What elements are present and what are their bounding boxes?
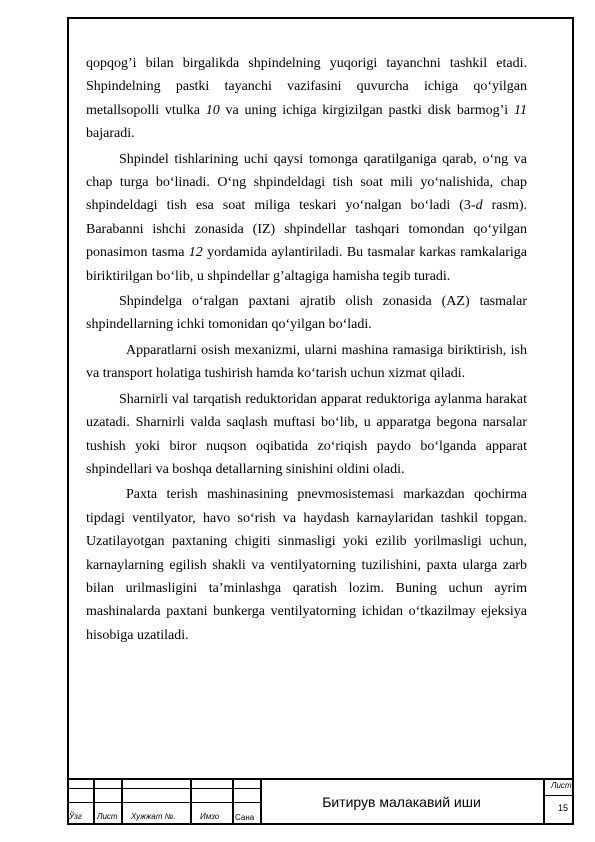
stamp-col-line-6: [543, 778, 545, 825]
title-block: [67, 778, 574, 825]
paragraph-3: Shpindelga o‘ralgan paxtani ajratib olish zonasida (AZ) tasmalar shpindellarning ichki tomonidan qo‘yilgan bo‘ladi.: [86, 294, 527, 333]
document-title: Битирув малакавий иши: [322, 793, 481, 810]
ref-d: d: [475, 198, 483, 214]
stamp-label-doc: Хужжат №.: [131, 812, 176, 821]
paragraph-2-text-b: rasm). Barabanni ishchi zonasida (IZ) shpindellar tashqari tomondan qo‘yilgan ponasimon tasma: [86, 198, 527, 261]
stamp-label-sign: Имзо: [200, 812, 220, 821]
paragraph-2: [86, 148, 527, 288]
stamp-col-line-2: [121, 778, 123, 825]
stamp-label-list: Лист: [97, 812, 118, 821]
document-body: [86, 52, 527, 649]
ref-12: 12: [188, 245, 203, 261]
paragraph-6: Paxta terish mashinasining pnevmosistemasi markazdan qochirma tipdagi ventilyator, havo so‘rish va haydash karnaylaridan tashkil topgan. Uzatilayotgan paxtaning chigiti sinmasligi yoki ezilib yorilmasligi uchun, karnaylarning egilish shakli va ventilyatorning tuzilishini, paxta ularga zarb bilan urilmasligini ta’minlashga qaratish lozim. Buning uchun ayrim mashinalarda paxtani bunkerga ventilyatorning ichidan o‘tkazilmay ejeksiya hisobiga uzatiladi.: [86, 487, 527, 643]
paragraph-4: Apparatlarni osish mexanizmi, ularni mashina ramasiga biriktirish, ish va transport holatiga tushirish hamda ko‘tarish uchun xizmat qiladi.: [86, 342, 527, 382]
sheet-number: 15: [558, 803, 569, 813]
paragraph-1-text-c: bajaradi.: [86, 126, 135, 142]
paragraph-1-text-a: qopqog’i bilan birgalikda shpindelning yuqorigi tayanchni tashkil etadi. Shpindelning pastki tayanchi vazifasini quvurcha ichiga qo‘yilgan metallsopolli vtulka: [86, 56, 527, 118]
stamp-sheet-divider: [543, 795, 574, 796]
paragraph-2-text-c: yordamida aylantiriladi. Bu tasmalar karkas ramkalariga biriktirilgan bo‘lib, u shpindellar g’altagiga hamisha tegib turadi.: [86, 245, 527, 284]
stamp-col-line-1: [93, 778, 95, 825]
sheet-label: Лист: [551, 781, 572, 790]
stamp-label-izm: Ўзг: [69, 812, 82, 821]
ref-11: 11: [514, 102, 527, 118]
paragraph-1: [86, 52, 527, 146]
ref-10: 10: [205, 102, 220, 118]
stamp-col-line-3: [190, 778, 192, 825]
stamp-col-line-4: [232, 778, 234, 825]
stamp-label-date: Сана: [235, 813, 255, 822]
paragraph-2-text-a: Shpindel tishlarining uchi qaysi tomonga qaratilganiga qarab, o‘ng va chap turga bo‘linadi. O‘ng shpindeldagi tish soat mili yo‘nalishida, chap shpindeldagi tish esa soat miliga teskari yo‘nalgan bo‘ladi (3-: [86, 151, 527, 214]
paragraph-1-text-b: va uning ichiga kirgizilgan pastki disk barmog’i: [219, 102, 515, 118]
paragraph-5: Sharnirli val tarqatish reduktoridan apparat reduktoriga aylanma harakat uzatadi. Sharnirli valda saqlash muftasi bo‘lib, u apparatga begona narsalar tushish yoki biror nuqson oqibatida zo‘riqish paydo bo‘lganda apparat shpindellari va boshqa detallarning sinishini oldini oladi.: [86, 391, 527, 477]
